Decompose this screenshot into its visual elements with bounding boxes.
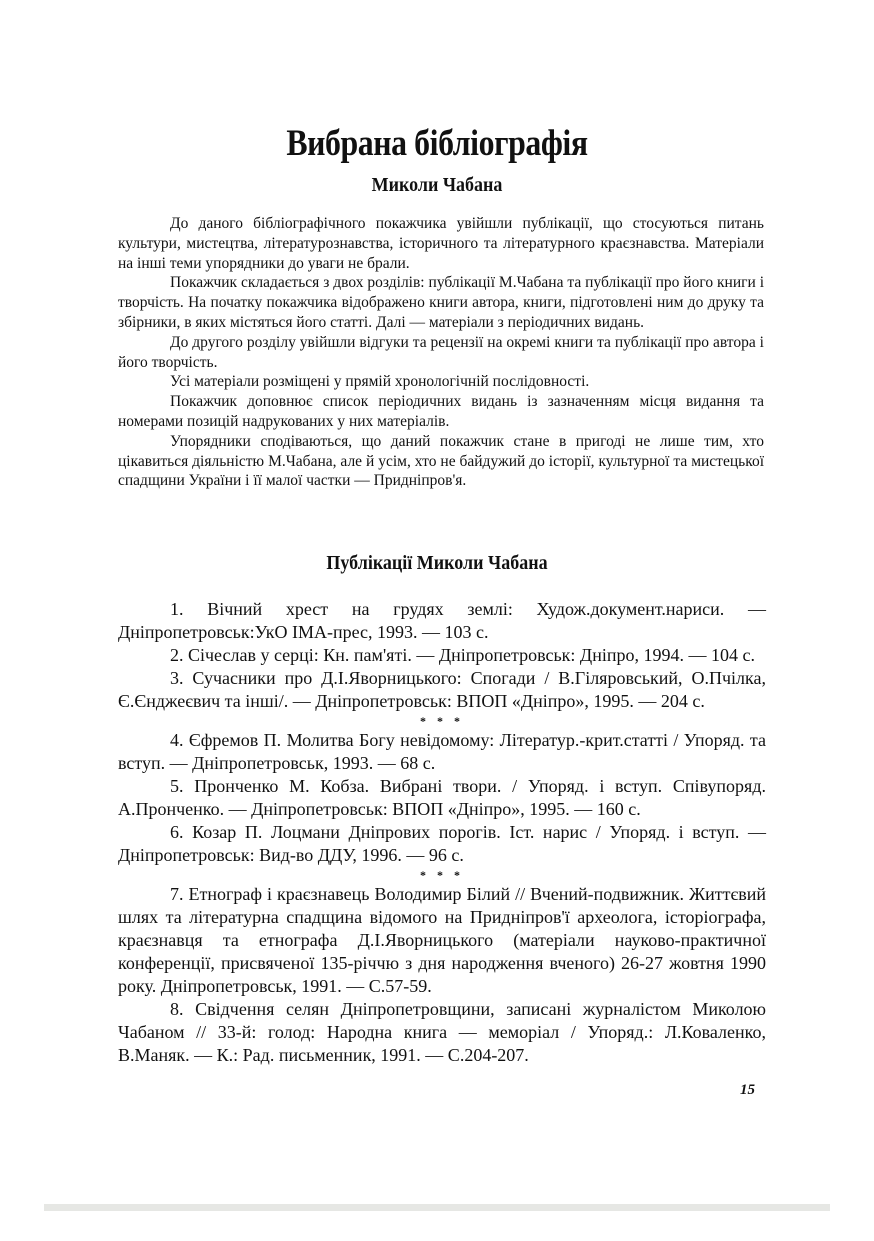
intro-text (118, 214, 764, 491)
intro-paragraph: Усі матеріали розміщені у прямій хронологічній послідовності. (170, 373, 590, 391)
page-subtitle: Миколи Чабана (371, 174, 503, 196)
bibliography-entry: 8. Свідчення селян Дніпропетровщини, записані журналістом Миколою Чабаном // 33-й: голод: Народна книга — меморіал / Упоряд.: Л.Коваленко, В.Маняк. — К.: Рад. письменник, 1991. — С.204-207. (118, 999, 766, 1065)
intro-paragraph: До даного бібліографічного покажчика увійшли публікації, що стосуються питань культури, мистецтва, літературознавства, історичного та літературного краєзнавства. Матеріали на інші теми упорядники до уваги не брали. (118, 215, 764, 272)
separator-stars: * * * (420, 868, 464, 882)
section-heading: Публікації Миколи Чабана (326, 552, 548, 574)
intro-paragraph: Упорядники сподіваються, що даний покажчик стане в пригоді не лише тим, хто цікавиться діяльністю М.Чабана, але й усім, хто не байдужий до історії, культурної та мистецької спадщини України і її малої частки — Придніпров'я. (118, 432, 764, 490)
bibliography-entry: 6. Козар П. Лоцмани Дніпрових порогів. Іст. нарис / Упоряд. і вступ. — Дніпропетровськ: Вид-во ДДУ, 1996. — 96 с. (118, 822, 766, 865)
intro-paragraph: До другого розділу увійшли відгуки та рецензії на окремі книги та публікації про автора і його творчість. (118, 333, 764, 371)
page-number: 15 (740, 1082, 755, 1098)
bibliography-list (118, 598, 766, 1067)
bibliography-entry: 4. Єфремов П. Молитва Богу невідомому: Літератур.-крит.статті / Упоряд. та вступ. — Дніпропетровськ, 1993. — 68 с. (118, 730, 766, 773)
intro-paragraph: Покажчик складається з двох розділів: публікації М.Чабана та публікації про його книги і творчість. На початку покажчика відображено книги автора, книги, підготовлені ним до друку та збірники, в яких містяться його статті. Далі — матеріали з періодичних видань. (118, 274, 764, 331)
scan-edge-divider (44, 1204, 830, 1211)
bibliography-entry: 5. Пронченко М. Кобза. Вибрані твори. / Упоряд. і вступ. Співупоряд. А.Пронченко. — Дніпропетровськ: ВПОП «Дніпро», 1995. — 160 с. (118, 776, 766, 819)
bibliography-entry: 3. Сучасники про Д.І.Яворницького: Спогади / В.Гіляровський, О.Пчілка, Є.Єнджеєвич та інші/. — Дніпропетровськ: ВПОП «Дніпро», 1995. — 204 с. (118, 668, 766, 711)
bibliography-entry: 2. Січеслав у серці: Кн. пам'яті. — Дніпропетровськ: Дніпро, 1994. — 104 с. (170, 645, 755, 665)
separator-stars: * * * (420, 714, 464, 728)
bibliography-entry: 7. Етнограф і краєзнавець Володимир Білий // Вчений-подвижник. Життєвий шлях та літературна спадщина відомого на Придніпров'ї археолога, історіографа, краєзнавця та етнографа Д.І.Яворницького (матеріали науково-практичної конференції, присвяченої 135-річчю з дня народження вченого) 26-27 жовтня 1990 року. Дніпропетровськ, 1991. — С.57-59. (118, 884, 766, 996)
page-title: Вибрана бібліографія (286, 123, 588, 164)
intro-paragraph: Покажчик доповнює список періодичних видань із зазначенням місця видання та номерами позицій надрукованих у них матеріалів. (118, 393, 764, 430)
bibliography-entry: 1. Вічний хрест на грудях землі: Худож.документ.нариси. — Дніпропетровськ:УкО ІМА-прес, 1993. — 103 с. (118, 599, 766, 642)
